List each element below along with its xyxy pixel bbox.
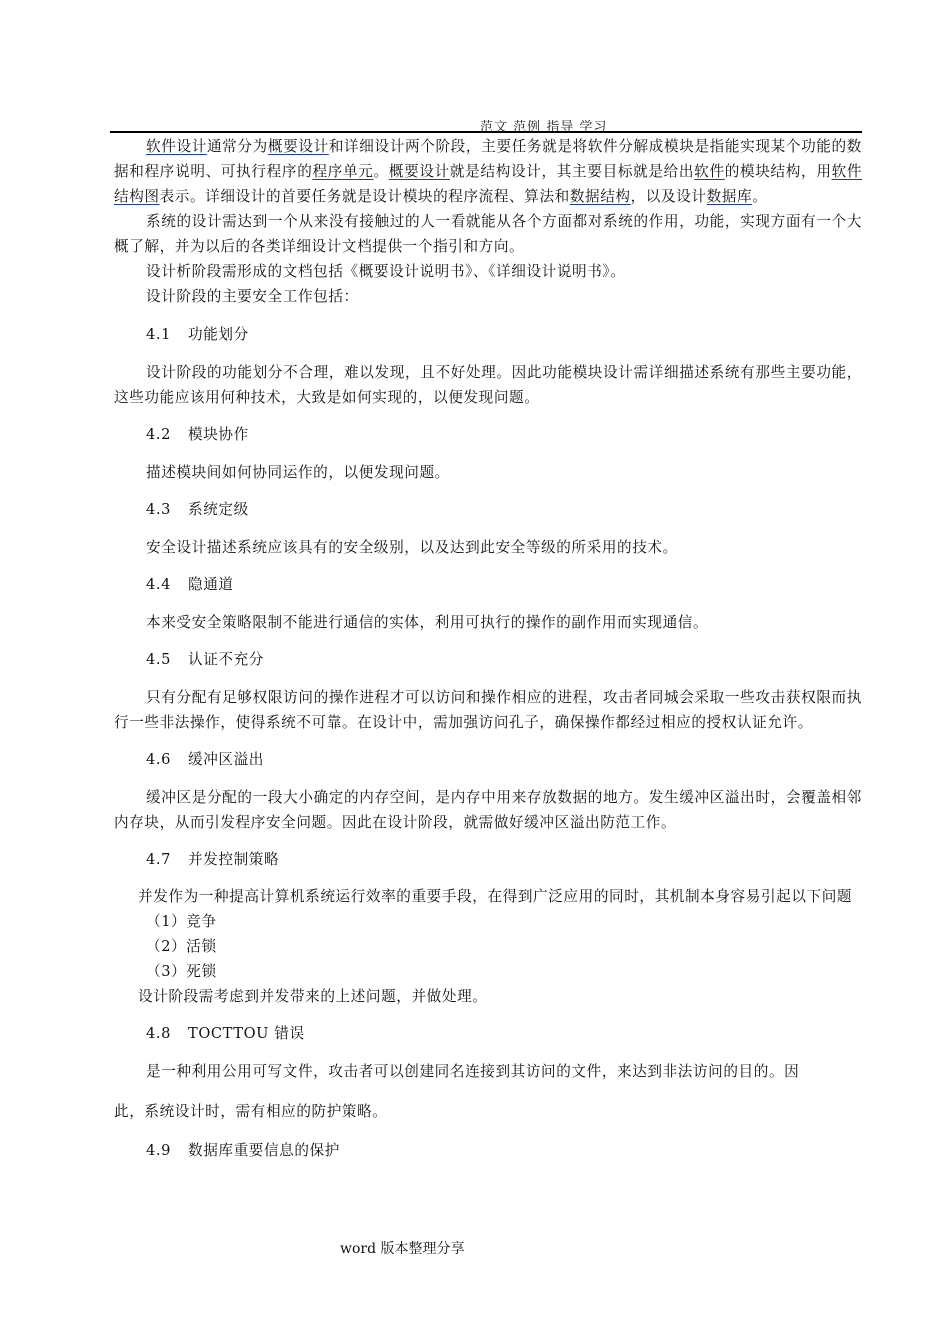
section-body-4-8-line-2: 此，系统设计时，需有相应的防护策略。 [114,1103,388,1120]
intro-paragraph-4: 设计阶段的主要安全工作包括： [146,288,359,305]
section-heading-4-9 [114,1138,862,1163]
section-number: 4.7 [146,851,172,868]
section-body-4-5: 只有分配有足够权限访问的操作进程才可以访问和操作相应的进程，攻击者同城会采取一些攻击获权限而执行一些非法操作，使得系统不可靠。在设计中，需加强访问孔子，确保操作都经过相应的授权认证允许。 [114,689,862,731]
section-title: 并发控制策略 [188,851,280,868]
term-link[interactable]: 概要设计 [267,138,329,155]
term-link[interactable]: 软件设计 [146,138,207,155]
section-heading-4-6 [114,747,862,772]
section-body-4-7: 并发作为一种提高计算机系统运行效率的重要手段，在得到广泛应用的同时，其机制本身容易引起以下问题 [138,888,853,905]
section-body-4-3: 安全设计描述系统应该具有的安全级别，以及达到此安全等级的所采用的技术。 [146,539,678,556]
text-segment: 。 [752,188,768,205]
document-body [114,134,862,1163]
section-title: TOCTTOU 错误 [188,1025,305,1042]
section-title: 模块协作 [188,426,249,443]
term-link[interactable]: 软件 [694,163,725,180]
section-number: 4.6 [146,751,172,768]
page-footer: word 版本整理分享 [340,1241,465,1257]
section-title: 缓冲区溢出 [188,751,264,768]
section-title: 隐通道 [188,576,234,593]
section-number: 4.8 [146,1025,172,1042]
section-heading-4-8 [114,1021,862,1046]
section-title: 功能划分 [188,326,249,343]
section-body-4-1: 设计阶段的功能划分不合理，难以发现，且不好处理。因此功能模块设计需详细描述系统有那些主要功能，这些功能应该用何种技术，大致是如何实现的，以便发现问题。 [114,364,862,406]
section-body-4-6: 缓冲区是分配的一段大小确定的内存空间，是内存中用来存放数据的地方。发生缓冲区溢出时，会覆盖相邻内存块，从而引发程序安全问题。因此在设计阶段，就需做好缓冲区溢出防范工作。 [114,789,862,831]
text-segment: 就是结构设计，其主要目标就是给出 [449,163,695,180]
section-body-4-2: 描述模块间如何协同运作的，以便发现问题。 [146,464,450,481]
intro-paragraph-1 [114,134,862,209]
text-segment: 通常分为 [206,138,268,155]
section-title: 数据库重要信息的保护 [188,1142,340,1159]
section-heading-4-3 [114,497,862,522]
list-item: （2）活锁 [146,938,217,955]
term-link[interactable]: 数据库 [706,188,753,205]
section-heading-4-1 [114,322,862,347]
section-body-4-7-after: 设计阶段需考虑到并发带来的上述问题，并做处理。 [138,988,488,1005]
intro-paragraph-2: 系统的设计需达到一个从来没有接触过的人一看就能从各个方面都对系统的作用，功能，实现方面有一个大概了解，并为以后的各类详细设计文档提供一个指引和方向。 [114,213,862,255]
header-rule [110,131,862,133]
text-segment: 的模块结构，用 [724,163,832,180]
section-number: 4.1 [146,326,172,343]
section-number: 4.2 [146,426,172,443]
text-segment: 和详细设计两个阶段，主要任务就是将软件分解成模块是指能实现某个功能的数据和程序说明、可执行程序的 [114,138,862,180]
term-link[interactable]: 软件结构图 [114,163,863,205]
text-segment: 表示。详细设计的首要任务就是设计模块的程序流程、算法和 [159,188,570,205]
intro-paragraph-3: 设计析阶段需形成的文档包括《概要设计说明书》、《详细设计说明书》。 [146,263,626,280]
section-number: 4.5 [146,651,172,668]
section-heading-4-5 [114,647,862,672]
section-heading-4-7 [114,847,862,872]
section-body-4-8-line-1: 是一种利用公用可写文件，攻击者可以创建同名连接到其访问的文件，来达到非法访问的目的。因 [146,1063,800,1080]
term-link[interactable]: 数据结构 [569,188,631,205]
term-link[interactable]: 程序单元 [312,163,374,180]
text-segment: 。 [373,163,389,180]
list-item: （3）死锁 [146,963,217,980]
section-heading-4-4 [114,572,862,597]
list-item: （1）竞争 [146,913,217,930]
section-number: 4.3 [146,501,172,518]
section-title: 认证不充分 [188,651,264,668]
section-heading-4-2 [114,422,862,447]
section-title: 系统定级 [188,501,249,518]
text-segment: ，以及设计 [630,188,707,205]
page-header: 范文 范例 指导 学习 [480,120,608,135]
section-number: 4.4 [146,576,172,593]
section-body-4-4: 本来受安全策略限制不能进行通信的实体，利用可执行的操作的副作用而实现通信。 [146,614,709,631]
term-link[interactable]: 概要设计 [388,163,450,180]
section-number: 4.9 [146,1142,172,1159]
